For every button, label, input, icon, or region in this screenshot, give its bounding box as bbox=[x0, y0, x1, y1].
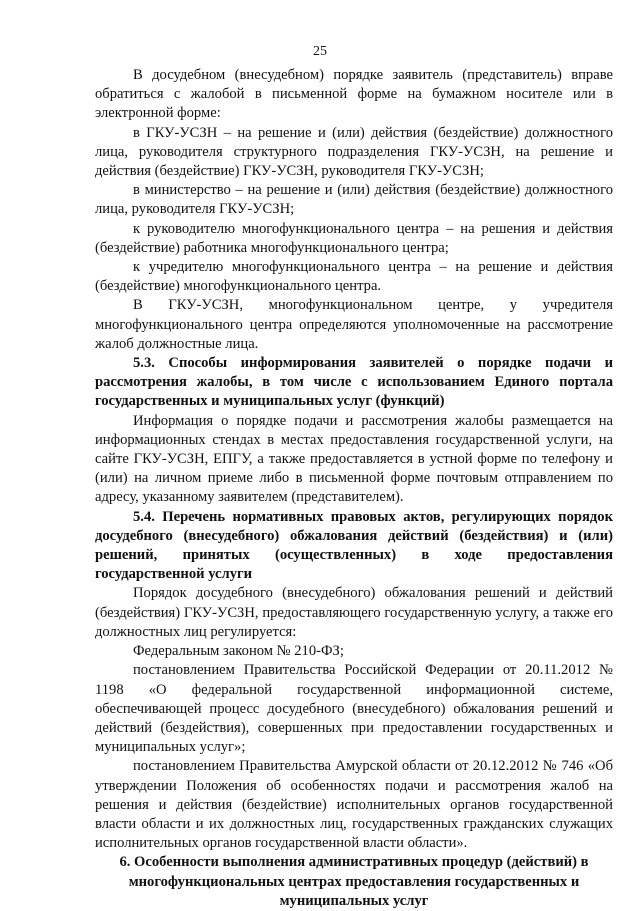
paragraph-authorized-officials: В ГКУ-УСЗН, многофункциональном центре, у учредителя многофункционального центра определяются уполномоченные на рассмотрение жалоб должностные лица. bbox=[95, 297, 613, 352]
paragraph-rf-decree: постановлением Правительства Российской Федерации от 20.11.2012 № 1198 «О федеральной государственной информационной системе, обеспечивающей процесс досудебного (внесудебного) обжалования решений и действий (бездействия), совершенных при предоставлении государственных и муниципальных услуг»; bbox=[95, 662, 613, 756]
paragraph-mfc-founder: к учредителю многофункционального центра – на решение и действия (бездействие) многофункционального центра. bbox=[95, 259, 613, 295]
paragraph-federal-law: Федеральным законом № 210-ФЗ; bbox=[133, 643, 344, 660]
paragraph-information-placement: Информация о порядке подачи и рассмотрения жалобы размещается на информационных стендах в местах предоставления государственной услуги, на сайте ГКУ-УСЗН, ЕПГУ, а также предоставляется в устной форме по телефону и (или) на личном приеме либо в письменной форме почтовым отправлением по адресу, указанному заявителем (представителем). bbox=[95, 412, 613, 506]
paragraph-ministry: в министерство – на решение и (или) действия (бездействие) должностного лица, руководителя ГКУ-УСЗН; bbox=[95, 182, 613, 218]
paragraph-regulation-intro: Порядок досудебного (внесудебного) обжалования решений и действий (бездействия) ГКУ-УСЗН, предоставляющего государственную услугу, а также его должностных лиц регулируется: bbox=[95, 585, 613, 640]
section-heading-5-3: 5.3. Способы информирования заявителей о порядке подачи и рассмотрения жалобы, в том числе с использованием Единого портала государственных и муниципальных услуг (функций) bbox=[95, 355, 613, 410]
page-number: 25 bbox=[313, 44, 327, 59]
paragraph-amur-decree: постановлением Правительства Амурской области от 20.12.2012 № 746 «Об утверждении Положения об особенностях подачи и рассмотрения жалоб на решения и действия (бездействие) исполнительных органов государственной власти области и их должностных лиц, государственных гражданских служащих исполнительных органов государственной власти области». bbox=[95, 758, 613, 852]
paragraph-appeal-intro: В досудебном (внесудебном) порядке заявитель (представитель) вправе обратиться с жалобой в письменной форме на бумажном носителе или в электронной форме: bbox=[95, 67, 613, 122]
section-heading-5-4: 5.4. Перечень нормативных правовых актов, регулирующих порядок досудебного (внесудебного) обжалования действий (бездействия) и (или) решений, принятых (осуществленных) в ходе предоставления государственной услуги bbox=[95, 508, 613, 583]
paragraph-mfc-head: к руководителю многофункционального центра – на решения и действия (бездействие) работника многофункционального центра; bbox=[95, 220, 613, 256]
section-heading-6: 6. Особенности выполнения административных процедур (действий) в многофункциональных центрах предоставления государственных и муниципальных услуг bbox=[119, 854, 589, 909]
paragraph-gku-uszn: в ГКУ-УСЗН – на решение и (или) действия (бездействие) должностного лица, руководителя структурного подразделения ГКУ-УСЗН, на решение и действия (бездействие) ГКУ-УСЗН, руководителя ГКУ-УСЗН; bbox=[95, 124, 613, 180]
document-body bbox=[95, 66, 613, 911]
